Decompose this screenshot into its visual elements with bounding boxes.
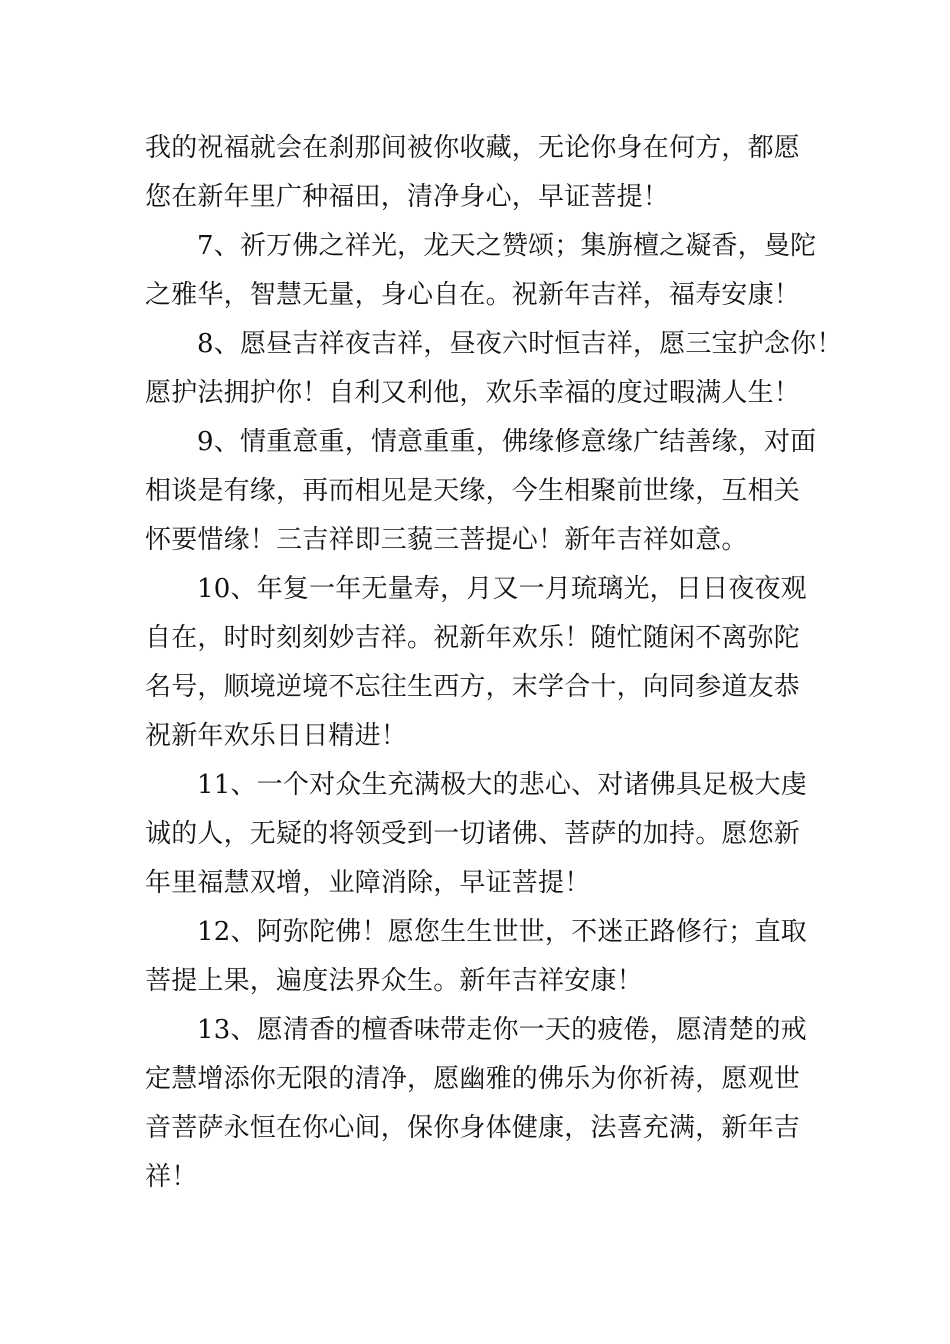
paragraph-start-line: 10、年复一年无量寿，月又一月琉璃光，日日夜夜观 [197, 574, 807, 604]
text-line: 名号，顺境逆境不忘往生西方，末学合十，向同参道友恭 [145, 672, 801, 702]
text-line: 诚的人，无疑的将领受到一切诸佛、菩萨的加持。愿您新 [145, 819, 801, 849]
paragraph-start-line: 12、阿弥陀佛！愿您生生世世，不迷正路修行；直取 [197, 917, 807, 947]
paragraph-start-line: 9、情重意重，情意重重，佛缘修意缘广结善缘，对面 [197, 427, 817, 457]
text-line: 定慧增添你无限的清净，愿幽雅的佛乐为你祈祷，愿观世 [145, 1064, 801, 1094]
text-line: 之雅华，智慧无量，身心自在。祝新年吉祥，福寿安康！ [145, 280, 801, 310]
text-line: 我的祝福就会在刹那间被你收藏，无论你身在何方，都愿 [145, 133, 801, 163]
text-line: 祝新年欢乐日日精进！ [145, 721, 408, 751]
text-line: 相谈是有缘，再而相见是天缘，今生相聚前世缘，互相关 [145, 476, 801, 506]
text-line: 自在，时时刻刻妙吉祥。祝新年欢乐！随忙随闲不离弥陀 [145, 623, 801, 653]
paragraph-start-line: 11、一个对众生充满极大的悲心、对诸佛具足极大虔 [197, 770, 807, 800]
text-line: 年里福慧双增，业障消除，早证菩提！ [145, 868, 591, 898]
paragraph-start-line: 13、愿清香的檀香味带走你一天的疲倦，愿清楚的戒 [197, 1015, 807, 1045]
text-line: 愿护法拥护你！自利又利他，欢乐幸福的度过暇满人生！ [145, 378, 801, 408]
text-line: 菩提上果，遍度法界众生。新年吉祥安康！ [145, 966, 643, 996]
paragraph-start-line: 8、愿昼吉祥夜吉祥，昼夜六时恒吉祥，愿三宝护念你！ [197, 329, 843, 359]
paragraph-start-line: 7、祈万佛之祥光，龙天之赞颂；集旃檀之凝香，曼陀 [197, 231, 817, 261]
text-line: 音菩萨永恒在你心间，保你身体健康，法喜充满，新年吉 [145, 1113, 801, 1143]
text-line: 怀要惜缘！三吉祥即三藐三菩提心！新年吉祥如意。 [145, 525, 748, 555]
text-line: 您在新年里广种福田，清净身心，早证菩提！ [145, 182, 670, 212]
text-line: 祥！ [145, 1162, 198, 1192]
document-body [145, 124, 843, 1202]
